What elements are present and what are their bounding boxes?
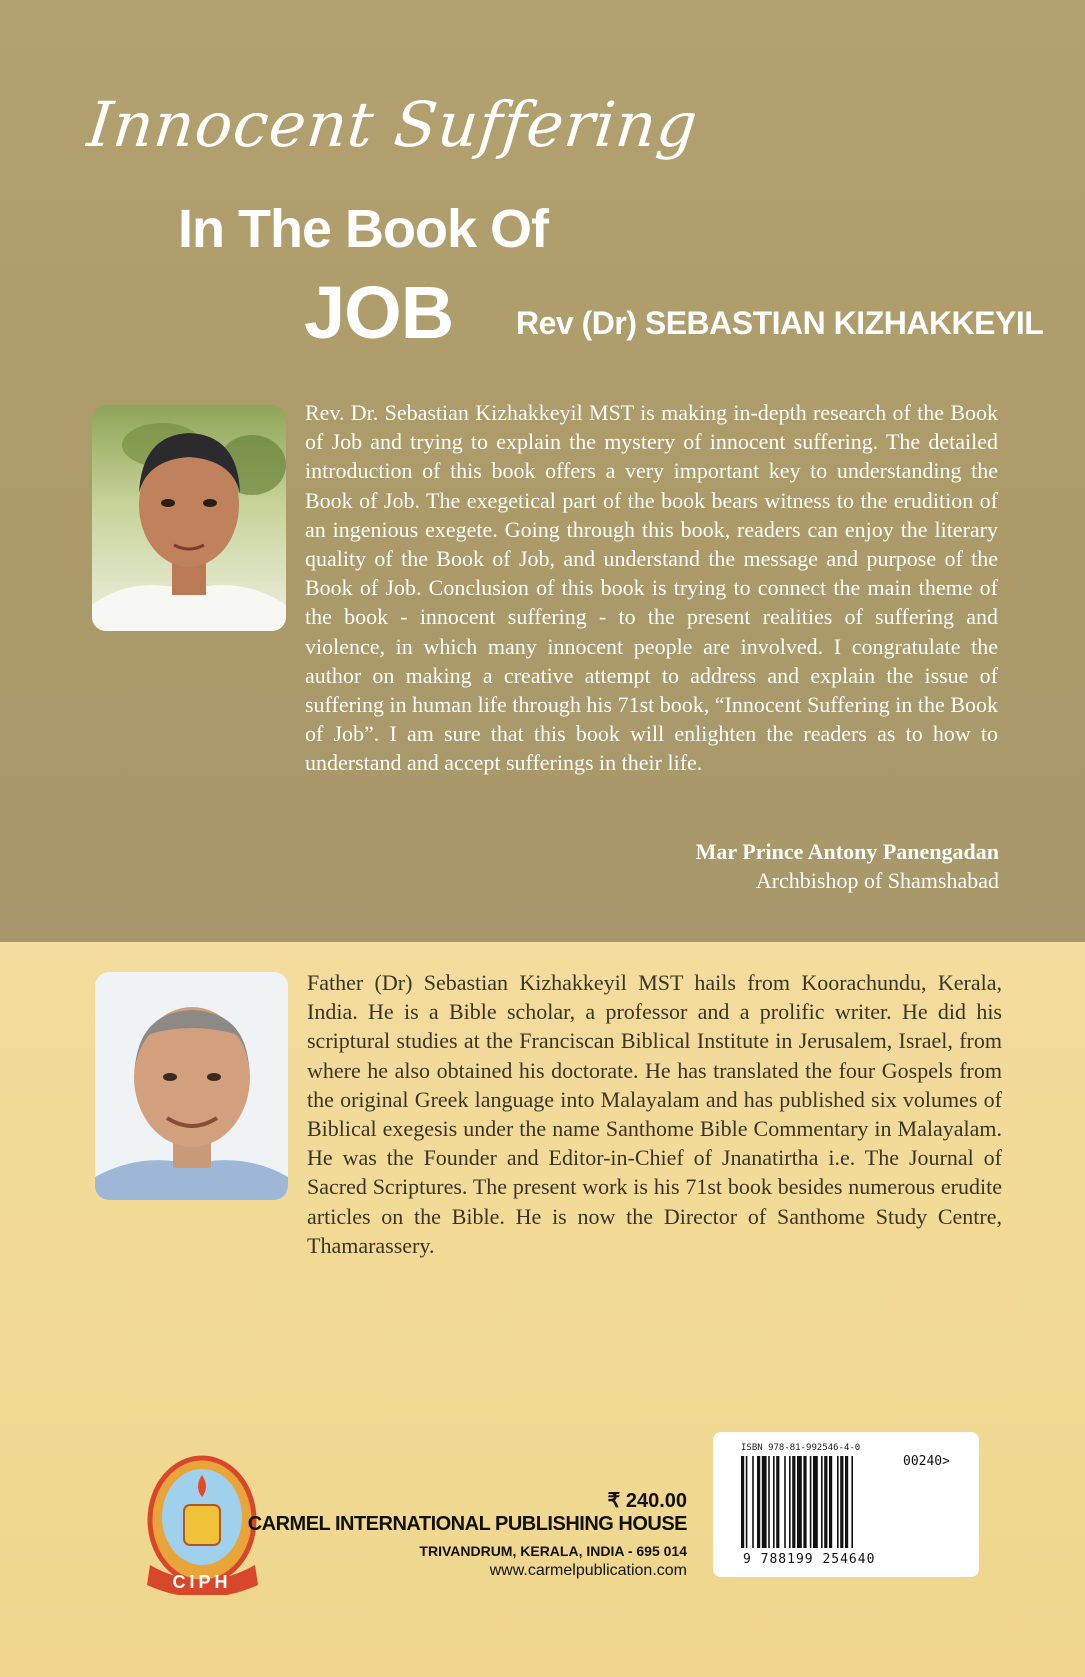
title-main: JOB xyxy=(304,271,454,354)
author-photo-portrait xyxy=(95,972,288,1200)
publisher-name: CARMEL INTERNATIONAL PUBLISHING HOUSE xyxy=(247,1513,687,1535)
author-name: Rev (Dr) SEBASTIAN KIZHAKKEYIL xyxy=(516,305,1044,341)
barcode-bars xyxy=(741,1456,899,1552)
barcode-number: 9 788199 254640 xyxy=(743,1552,876,1567)
isbn-label: ISBN 978-81-992546-4-0 xyxy=(741,1443,861,1453)
publisher-address: TRIVANDRUM, KERALA, INDIA - 695 014 xyxy=(419,1543,687,1559)
barcode-panel xyxy=(713,1432,979,1577)
foreword-signatory-title: Archbishop of Shamshabad xyxy=(755,868,999,893)
ciph-logo xyxy=(140,1455,265,1595)
author-bio-paragraph: Father (Dr) Sebastian Kizhakkeyil MST hails from Koorachundu, Kerala, India. He is a Bible scholar, a professor and a prolific writer. He did his scriptural studies at the Franciscan Biblical Institute in Jerusalem, Israel, from where he also obtained his doctorate. He has translated the four Gospels from the original Greek language into Malayalam and has published six volumes of Biblical exegesis under the name Santhome Bible Commentary in Malayalam. He was the Founder and Editor-in-Chief of Jnanatirtha i.e. The Journal of Sacred Scriptures. The present work is his 71st book besides numerous erudite articles on the Bible. He is now the Director of Santhome Study Centre, Thamarassery. xyxy=(307,970,1002,1258)
title-subline: In The Book Of xyxy=(178,199,548,259)
barcode-addon: 00240> xyxy=(903,1454,950,1469)
title-script: Innocent Suffering xyxy=(84,88,702,161)
foreword-signatory-name: Mar Prince Antony Panengadan xyxy=(695,839,999,864)
foreword-paragraph: Rev. Dr. Sebastian Kizhakkeyil MST is making in-depth research of the Book of Job and trying to explain the mystery of innocent suffering. The detailed introduction of this book offers a very important key to understanding the Book of Job. The exegetical part of the book bears witness to the erudition of an ingenious exegete. Going through this book, readers can enjoy the literary quality of the Book of Job, and understand the message and purpose of the Book of Job. Conclusion of this book is trying to connect the main theme of the book - innocent suffering - to the present realities of suffering and violence, in which many innocent people are involved. I congratulate the author on making a creative attempt to address and explain the issue of suffering in human life through his 71st book, “Innocent Suffering in the Book of Job”. I am sure that this book will enlighten the readers as to how to understand and accept sufferings in their life. xyxy=(305,400,998,776)
publisher-website: www.carmelpublication.com xyxy=(489,1562,687,1579)
price: ₹ 240.00 xyxy=(607,1490,687,1512)
logo-text: CIPH xyxy=(172,1572,232,1592)
author-photo-young xyxy=(92,405,286,631)
